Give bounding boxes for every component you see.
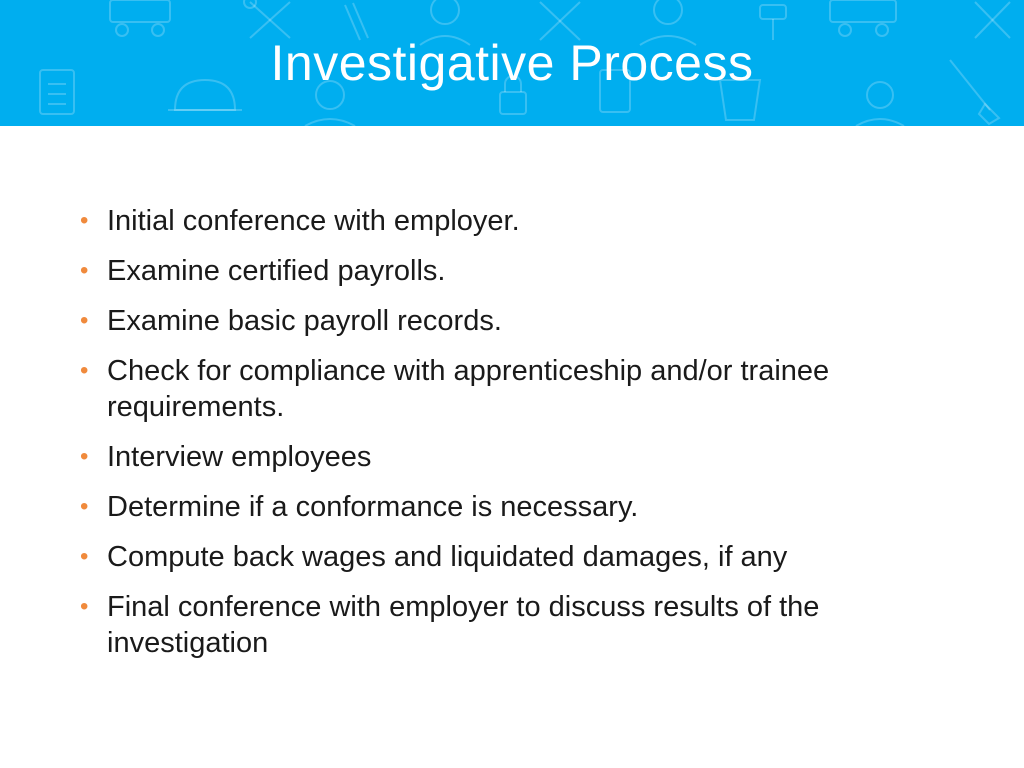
bullet-item <box>78 539 978 575</box>
bullet-marker: • <box>80 543 89 570</box>
bullet-marker: • <box>80 257 89 284</box>
bullet-item <box>78 589 978 661</box>
bullet-text: Interview employees <box>107 441 372 473</box>
truck-icon <box>110 0 170 36</box>
truck-icon-2 <box>830 0 896 36</box>
paint-roller-icon <box>760 5 786 40</box>
bullet-text: Check for compliance with apprenticeship and/or trainee requirements. <box>107 355 830 423</box>
bullet-text: Initial conference with employer. <box>107 205 520 237</box>
bullet-text: Examine basic payroll records. <box>107 305 502 337</box>
bullet-item <box>78 353 978 425</box>
bullet-text: Final conference with employer to discuss results of the investigation <box>107 591 820 659</box>
tools-icon <box>244 0 290 38</box>
bullet-item <box>78 303 978 339</box>
slide-title: Investigative Process <box>270 35 754 91</box>
bullet-item <box>78 253 978 289</box>
bullet-marker: • <box>80 357 89 384</box>
title-banner <box>0 0 1024 126</box>
bullet-item <box>78 489 978 525</box>
bullet-list <box>78 203 978 675</box>
bullet-marker: • <box>80 307 89 334</box>
bullet-marker: • <box>80 443 89 470</box>
bullet-text: Determine if a conformance is necessary. <box>107 491 639 523</box>
bullet-text: Examine certified payrolls. <box>107 255 446 287</box>
bullet-marker: • <box>80 207 89 234</box>
bullet-item <box>78 203 978 239</box>
bullet-marker: • <box>80 493 89 520</box>
bullet-marker: • <box>80 593 89 620</box>
bullet-item <box>78 439 978 475</box>
bullet-text: Compute back wages and liquidated damages, if any <box>107 541 788 573</box>
